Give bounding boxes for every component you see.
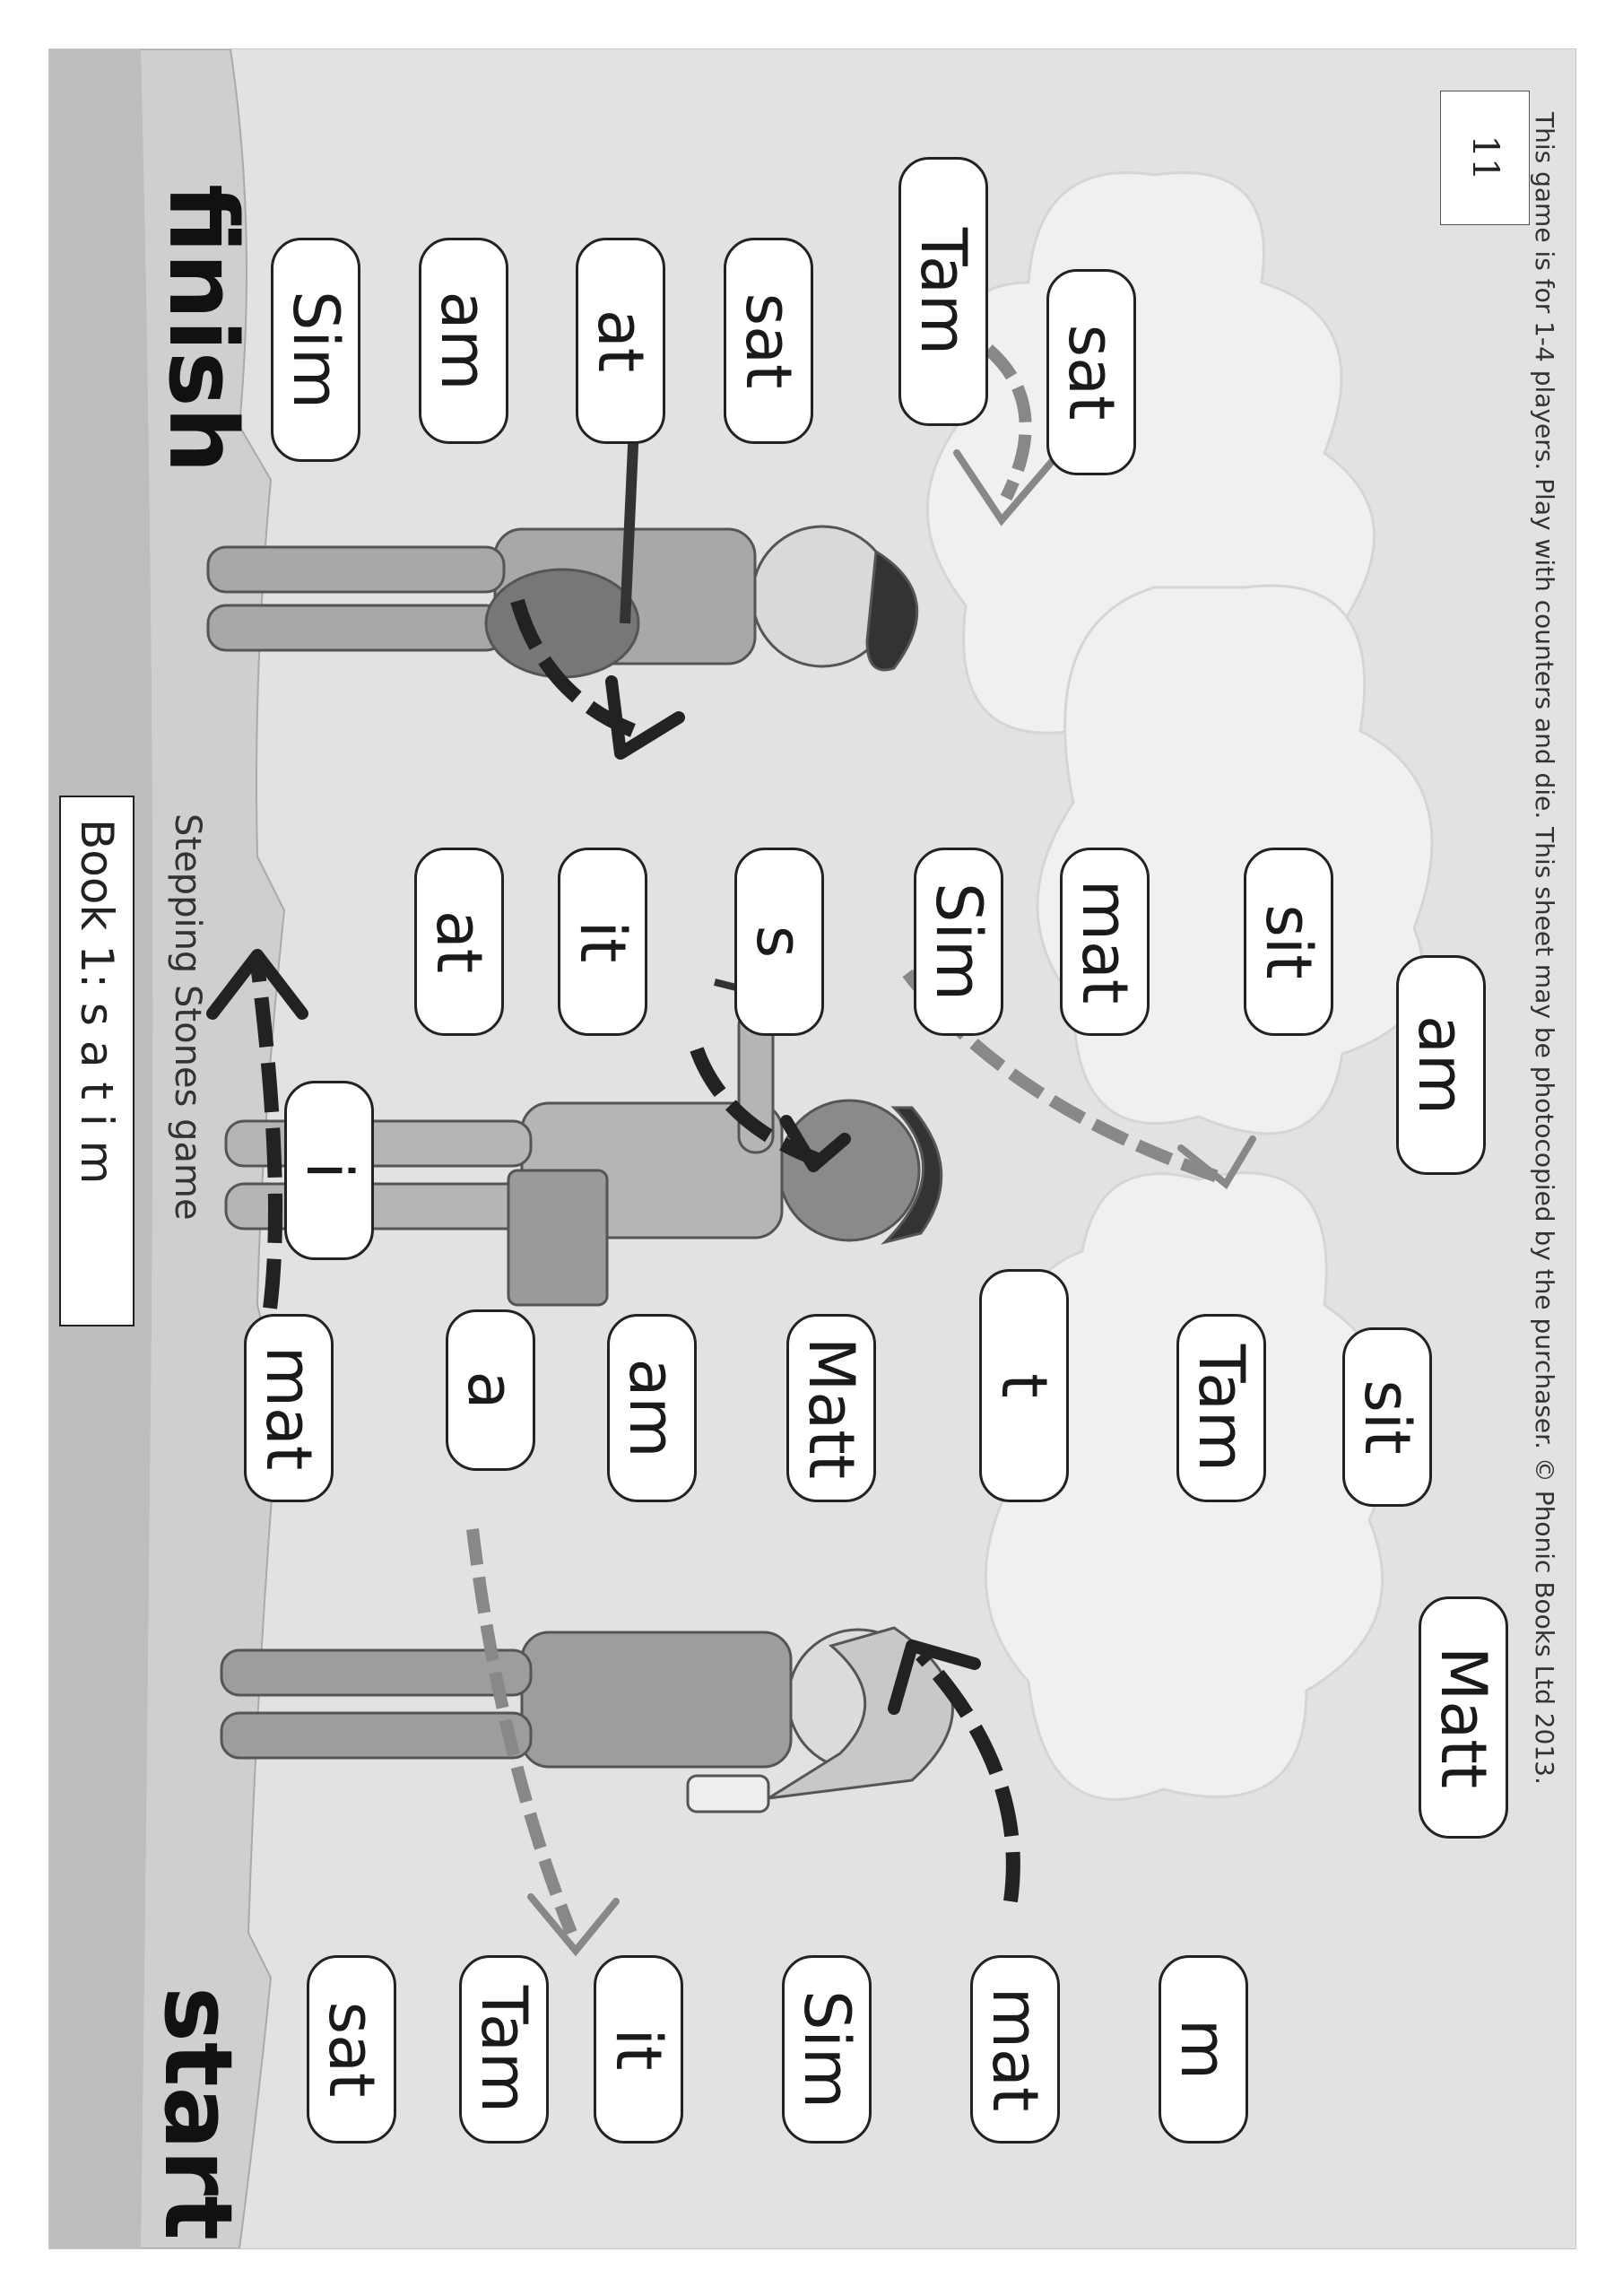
rotated-page xyxy=(49,49,1575,2248)
snake-arrow-down xyxy=(612,682,679,753)
stone-word[interactable]: Sim xyxy=(914,848,1003,1036)
stone-word[interactable]: am xyxy=(419,238,508,444)
stone-word[interactable]: Tam xyxy=(898,157,988,426)
stone-word[interactable]: i xyxy=(284,1081,374,1260)
stone-word[interactable]: sat xyxy=(307,1955,396,2144)
boy-with-guitar-icon xyxy=(208,426,917,677)
stone-word[interactable]: Tam xyxy=(459,1955,549,2144)
stone-word[interactable]: t xyxy=(979,1269,1069,1502)
stone-word[interactable]: Sim xyxy=(782,1955,872,2144)
book-subtitle: Stepping Stones game xyxy=(167,813,208,1221)
stone-word[interactable]: mat xyxy=(244,1314,334,1502)
stone-word[interactable]: am xyxy=(1396,955,1486,1175)
stone-word[interactable]: sit xyxy=(1342,1327,1432,1507)
book-title-box xyxy=(59,796,135,1326)
stone-word[interactable]: it xyxy=(558,848,647,1036)
stone-word[interactable]: at xyxy=(576,238,665,444)
stone-word[interactable]: m xyxy=(1159,1955,1248,2144)
stone-word[interactable]: sat xyxy=(724,238,813,444)
page-number: 11 xyxy=(1440,91,1530,225)
stone-word[interactable]: Tam xyxy=(1176,1314,1266,1502)
footer-note: This game is for 1-4 players. Play with counters and die. This sheet may be photocopied by the purchaser. © Phonic Books Ltd 2013. xyxy=(1530,112,1559,1785)
stone-word[interactable]: am xyxy=(607,1314,697,1502)
stone-word[interactable]: s xyxy=(734,848,824,1036)
stone-word[interactable]: Sim xyxy=(271,238,360,462)
game-sheet xyxy=(48,48,1576,2249)
stone-word[interactable]: sit xyxy=(1244,848,1333,1036)
stone-word[interactable]: Matt xyxy=(1419,1596,1508,1839)
girl-with-bottle-icon xyxy=(221,1628,952,1812)
stone-word[interactable]: mat xyxy=(970,1955,1060,2144)
stone-word[interactable]: Matt xyxy=(786,1314,876,1502)
start-label: start xyxy=(143,1987,253,2240)
stone-word[interactable]: a xyxy=(446,1309,535,1471)
stone-word[interactable]: at xyxy=(414,848,504,1036)
book-title: Book 1: s a t i m xyxy=(71,819,123,1185)
stone-word[interactable]: sat xyxy=(1046,269,1136,475)
finish-label: finish xyxy=(148,184,257,474)
stone-word[interactable]: mat xyxy=(1060,848,1150,1036)
stone-word[interactable]: it xyxy=(594,1955,683,2144)
